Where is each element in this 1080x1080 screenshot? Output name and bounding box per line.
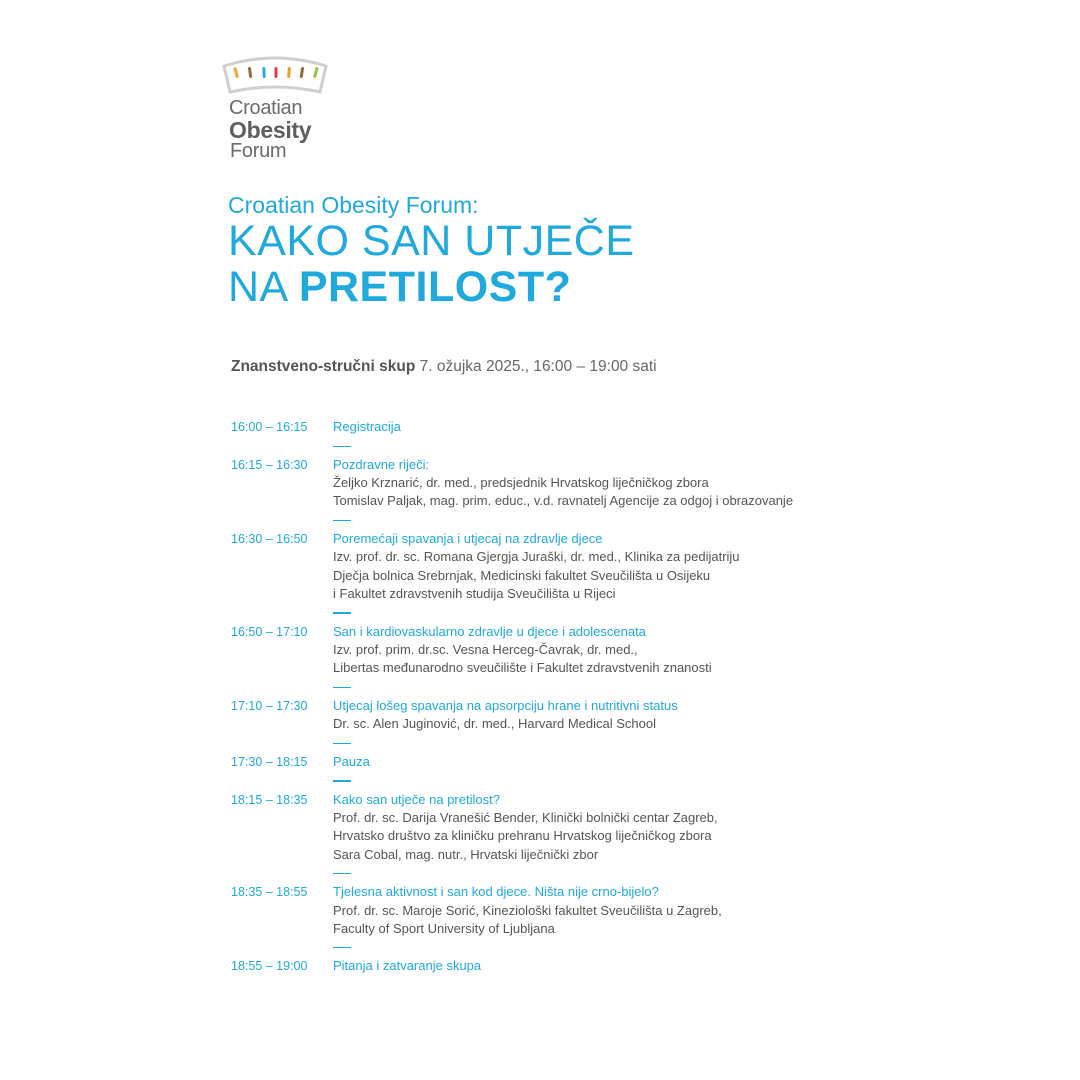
logo-emblem-icon [220, 52, 330, 100]
program-separator [333, 687, 351, 688]
event-date-time: 7. ožujka 2025., 16:00 – 19:00 sati [419, 358, 657, 375]
program-speaker-line: Izv. prof. prim. dr.sc. Vesna Herceg-Čavrak, dr. med., [333, 642, 638, 658]
program-time: 16:30 – 16:50 [231, 531, 308, 546]
croatian-obesity-forum-logo [220, 52, 340, 162]
program-time: 16:50 – 17:10 [231, 624, 308, 639]
program-title: Pozdravne riječi: [333, 456, 430, 472]
program-time: 18:55 – 19:00 [231, 959, 308, 974]
program-item [231, 623, 871, 688]
program-item [231, 697, 871, 744]
program-item [231, 791, 871, 875]
headline-line-1: KAKO SAN UTJEČE [228, 217, 635, 265]
program-separator [333, 947, 351, 948]
program-speaker-line: Prof. dr. sc. Maroje Sorić, Kineziološki fakultet Sveučilišta u Zagreb, [333, 902, 722, 918]
program-title: Utjecaj lošeg spavanja na apsorpciju hrane i nutritivni status [333, 697, 678, 713]
program-speaker-line: Dr. sc. Alen Juginović, dr. med., Harvard Medical School [333, 716, 656, 732]
program-content [333, 697, 871, 744]
program-separator [333, 446, 351, 447]
headline-prefix: NA [228, 263, 299, 311]
program-item [231, 530, 871, 614]
program-speaker-line: Libertas međunarodno sveučilište i Fakultet zdravstvenih znanosti [333, 660, 712, 676]
logo-text-forum: Forum [230, 140, 287, 162]
program-item [231, 957, 871, 976]
program-title: Poremećaji spavanja i utjecaj na zdravlje djece [333, 530, 603, 546]
program-title: San i kardiovaskularno zdravlje u djece i adolescenata [333, 623, 646, 639]
headline-emphasis: PRETILOST? [298, 263, 572, 311]
event-type: Znanstveno-stručni skup [231, 358, 416, 375]
program-speaker-line: Prof. dr. sc. Darija Vranešić Bender, Klinički bolnički centar Zagreb, [333, 810, 718, 825]
event-meta [231, 358, 657, 376]
program-time: 18:15 – 18:35 [231, 792, 308, 807]
program-separator [333, 743, 351, 744]
program-title: Kako san utječe na pretilost? [333, 791, 500, 807]
program-title: Registracija [333, 419, 401, 434]
program-item [231, 418, 871, 447]
headline-line-2 [228, 264, 635, 310]
program-content [333, 456, 871, 521]
program-item [231, 753, 871, 782]
event-headline [228, 218, 635, 310]
program-speaker-line: Sara Cobal, mag. nutr., Hrvatski liječnički zbor [333, 846, 599, 862]
program-time: 18:35 – 18:55 [231, 885, 308, 900]
program-separator [333, 873, 351, 874]
program-title: Pauza [333, 753, 370, 769]
program-speaker-line: Hrvatsko društvo za kliničku prehranu Hrvatskog liječničkog zbora [333, 828, 712, 844]
program-content [333, 530, 871, 614]
program-content [333, 883, 871, 948]
program-speaker-line: Tomislav Paljak, mag. prim. educ., v.d. ravnatelj Agencije za odgoj i obrazovanje [333, 493, 794, 509]
program-content [333, 791, 871, 875]
event-subtitle: Croatian Obesity Forum: [228, 192, 479, 218]
logo-text-obesity: Obesity [229, 117, 312, 143]
program-content [333, 957, 871, 976]
program-time: 16:15 – 16:30 [231, 457, 308, 472]
logo-color-bar [275, 67, 278, 78]
logo-text-croatian: Croatian [229, 97, 303, 119]
program-separator [333, 520, 351, 521]
program-item [231, 883, 871, 948]
program-separator [333, 780, 351, 781]
program-content [333, 753, 871, 782]
program-title: Tjelesna aktivnost i san kod djece. Ništa nije crno-bijelo? [333, 884, 659, 900]
program-separator [333, 612, 351, 613]
program-speaker-line: Željko Krznarić, dr. med., predsjednik Hrvatskog liječničkog zbora [333, 475, 709, 491]
program-time: 17:30 – 18:15 [231, 754, 308, 769]
program-speaker-line: Faculty of Sport University of Ljubljana [333, 920, 555, 936]
program-speaker-line: i Fakultet zdravstvenih studija Sveučilišta u Rijeci [333, 586, 616, 602]
program-content [333, 418, 871, 447]
program-item [231, 456, 871, 521]
program-title: Pitanja i zatvaranje skupa [333, 958, 482, 974]
program-time: 16:00 – 16:15 [231, 420, 308, 434]
program-list [231, 418, 871, 976]
program-speaker-line: Izv. prof. dr. sc. Romana Gjergja Juraški, dr. med., Klinika za pedijatriju [333, 549, 740, 565]
logo-color-bar [262, 67, 266, 78]
program-content [333, 623, 871, 688]
program-time: 17:10 – 17:30 [231, 698, 308, 713]
program-speaker-line: Dječja bolnica Srebrnjak, Medicinski fakultet Sveučilišta u Osijeku [333, 567, 711, 583]
